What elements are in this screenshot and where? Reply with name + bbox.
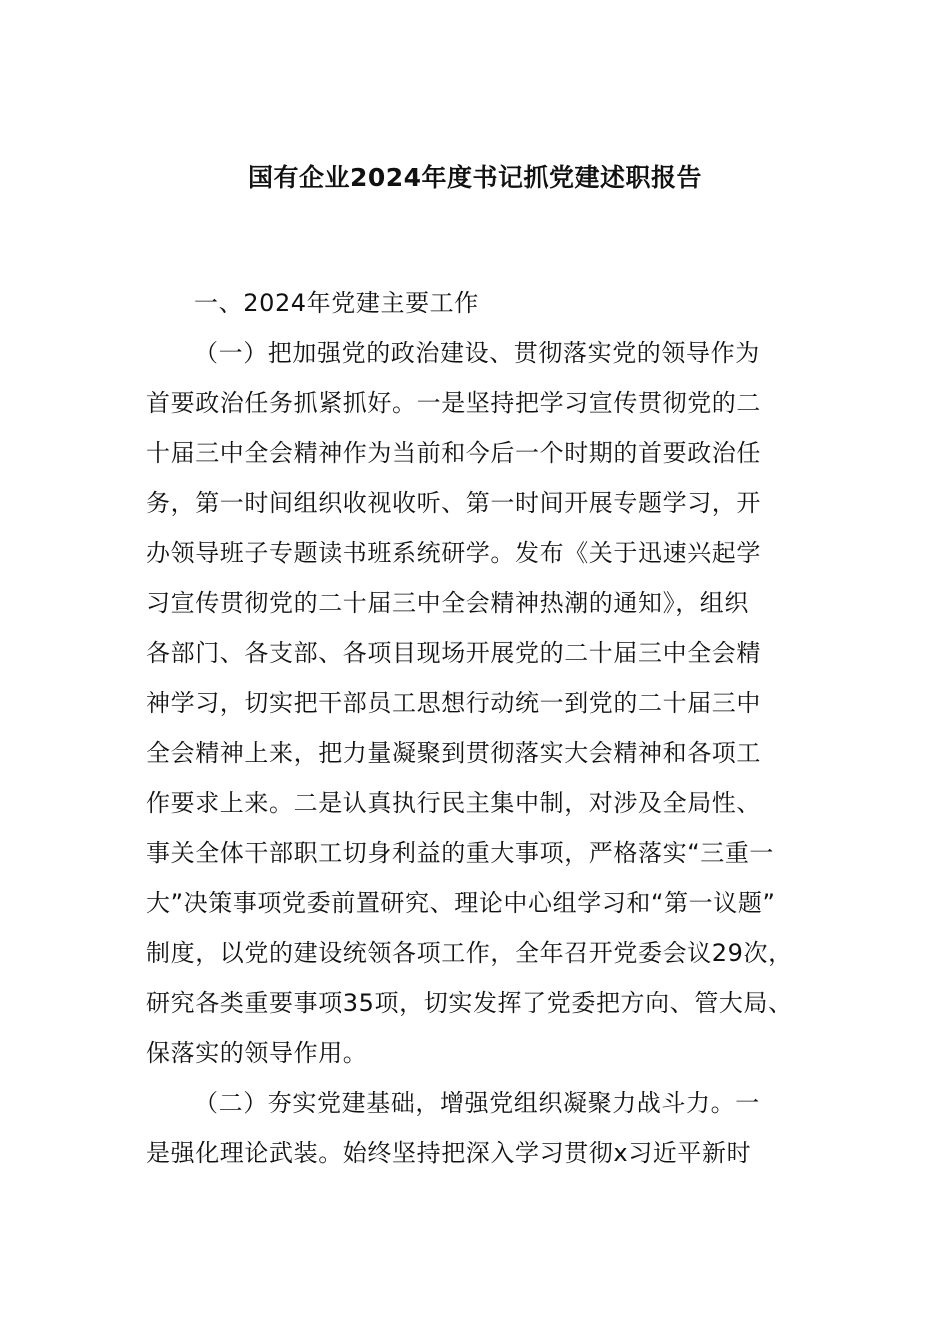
- paragraph-line: 研究各类重要事项35项，切实发挥了党委把方向、管大局、: [146, 989, 793, 1017]
- paragraph-line: 务，第一时间组织收视收听、第一时间开展专题学习，开: [146, 489, 761, 517]
- paragraph-line: （二）夯实党建基础，增强党组织凝聚力战斗力。一: [194, 1089, 760, 1117]
- paragraph-line: 是强化理论武装。始终坚持把深入学习贯彻x习近平新时: [146, 1139, 752, 1167]
- paragraph-line: 首要政治任务抓紧抓好。一是坚持把学习宣传贯彻党的二: [146, 389, 761, 417]
- paragraph-line: 事关全体干部职工切身利益的重大事项，严格落实“三重一: [146, 839, 775, 867]
- paragraph-line: 全会精神上来，把力量凝聚到贯彻落实大会精神和各项工: [146, 739, 761, 767]
- paragraph-line: 各部门、各支部、各项目现场开展党的二十届三中全会精: [146, 639, 761, 667]
- paragraph-line: 大”决策事项党委前置研究、理论中心组学习和“第一议题”: [146, 889, 776, 917]
- section-heading: 一、2024年党建主要工作: [194, 289, 479, 317]
- paragraph-line: 神学习，切实把干部员工思想行动统一到党的二十届三中: [146, 689, 761, 717]
- paragraph-line: 保落实的领导作用。: [146, 1039, 368, 1067]
- paragraph-line: 作要求上来。二是认真执行民主集中制，对涉及全局性、: [146, 789, 761, 817]
- document-title: 国有企业2024年度书记抓党建述职报告: [247, 163, 703, 192]
- paragraph-line: （一）把加强党的政治建设、贯彻落实党的领导作为: [194, 339, 760, 367]
- paragraph-line: 制度，以党的建设统领各项工作，全年召开党委会议29次，: [146, 939, 793, 967]
- paragraph-line: 十届三中全会精神作为当前和今后一个时期的首要政治任: [146, 439, 761, 467]
- paragraph-line: 习宣传贯彻党的二十届三中全会精神热潮的通知》，组织: [146, 589, 749, 617]
- paragraph-line: 办领导班子专题读书班系统研学。发布《关于迅速兴起学: [146, 539, 761, 567]
